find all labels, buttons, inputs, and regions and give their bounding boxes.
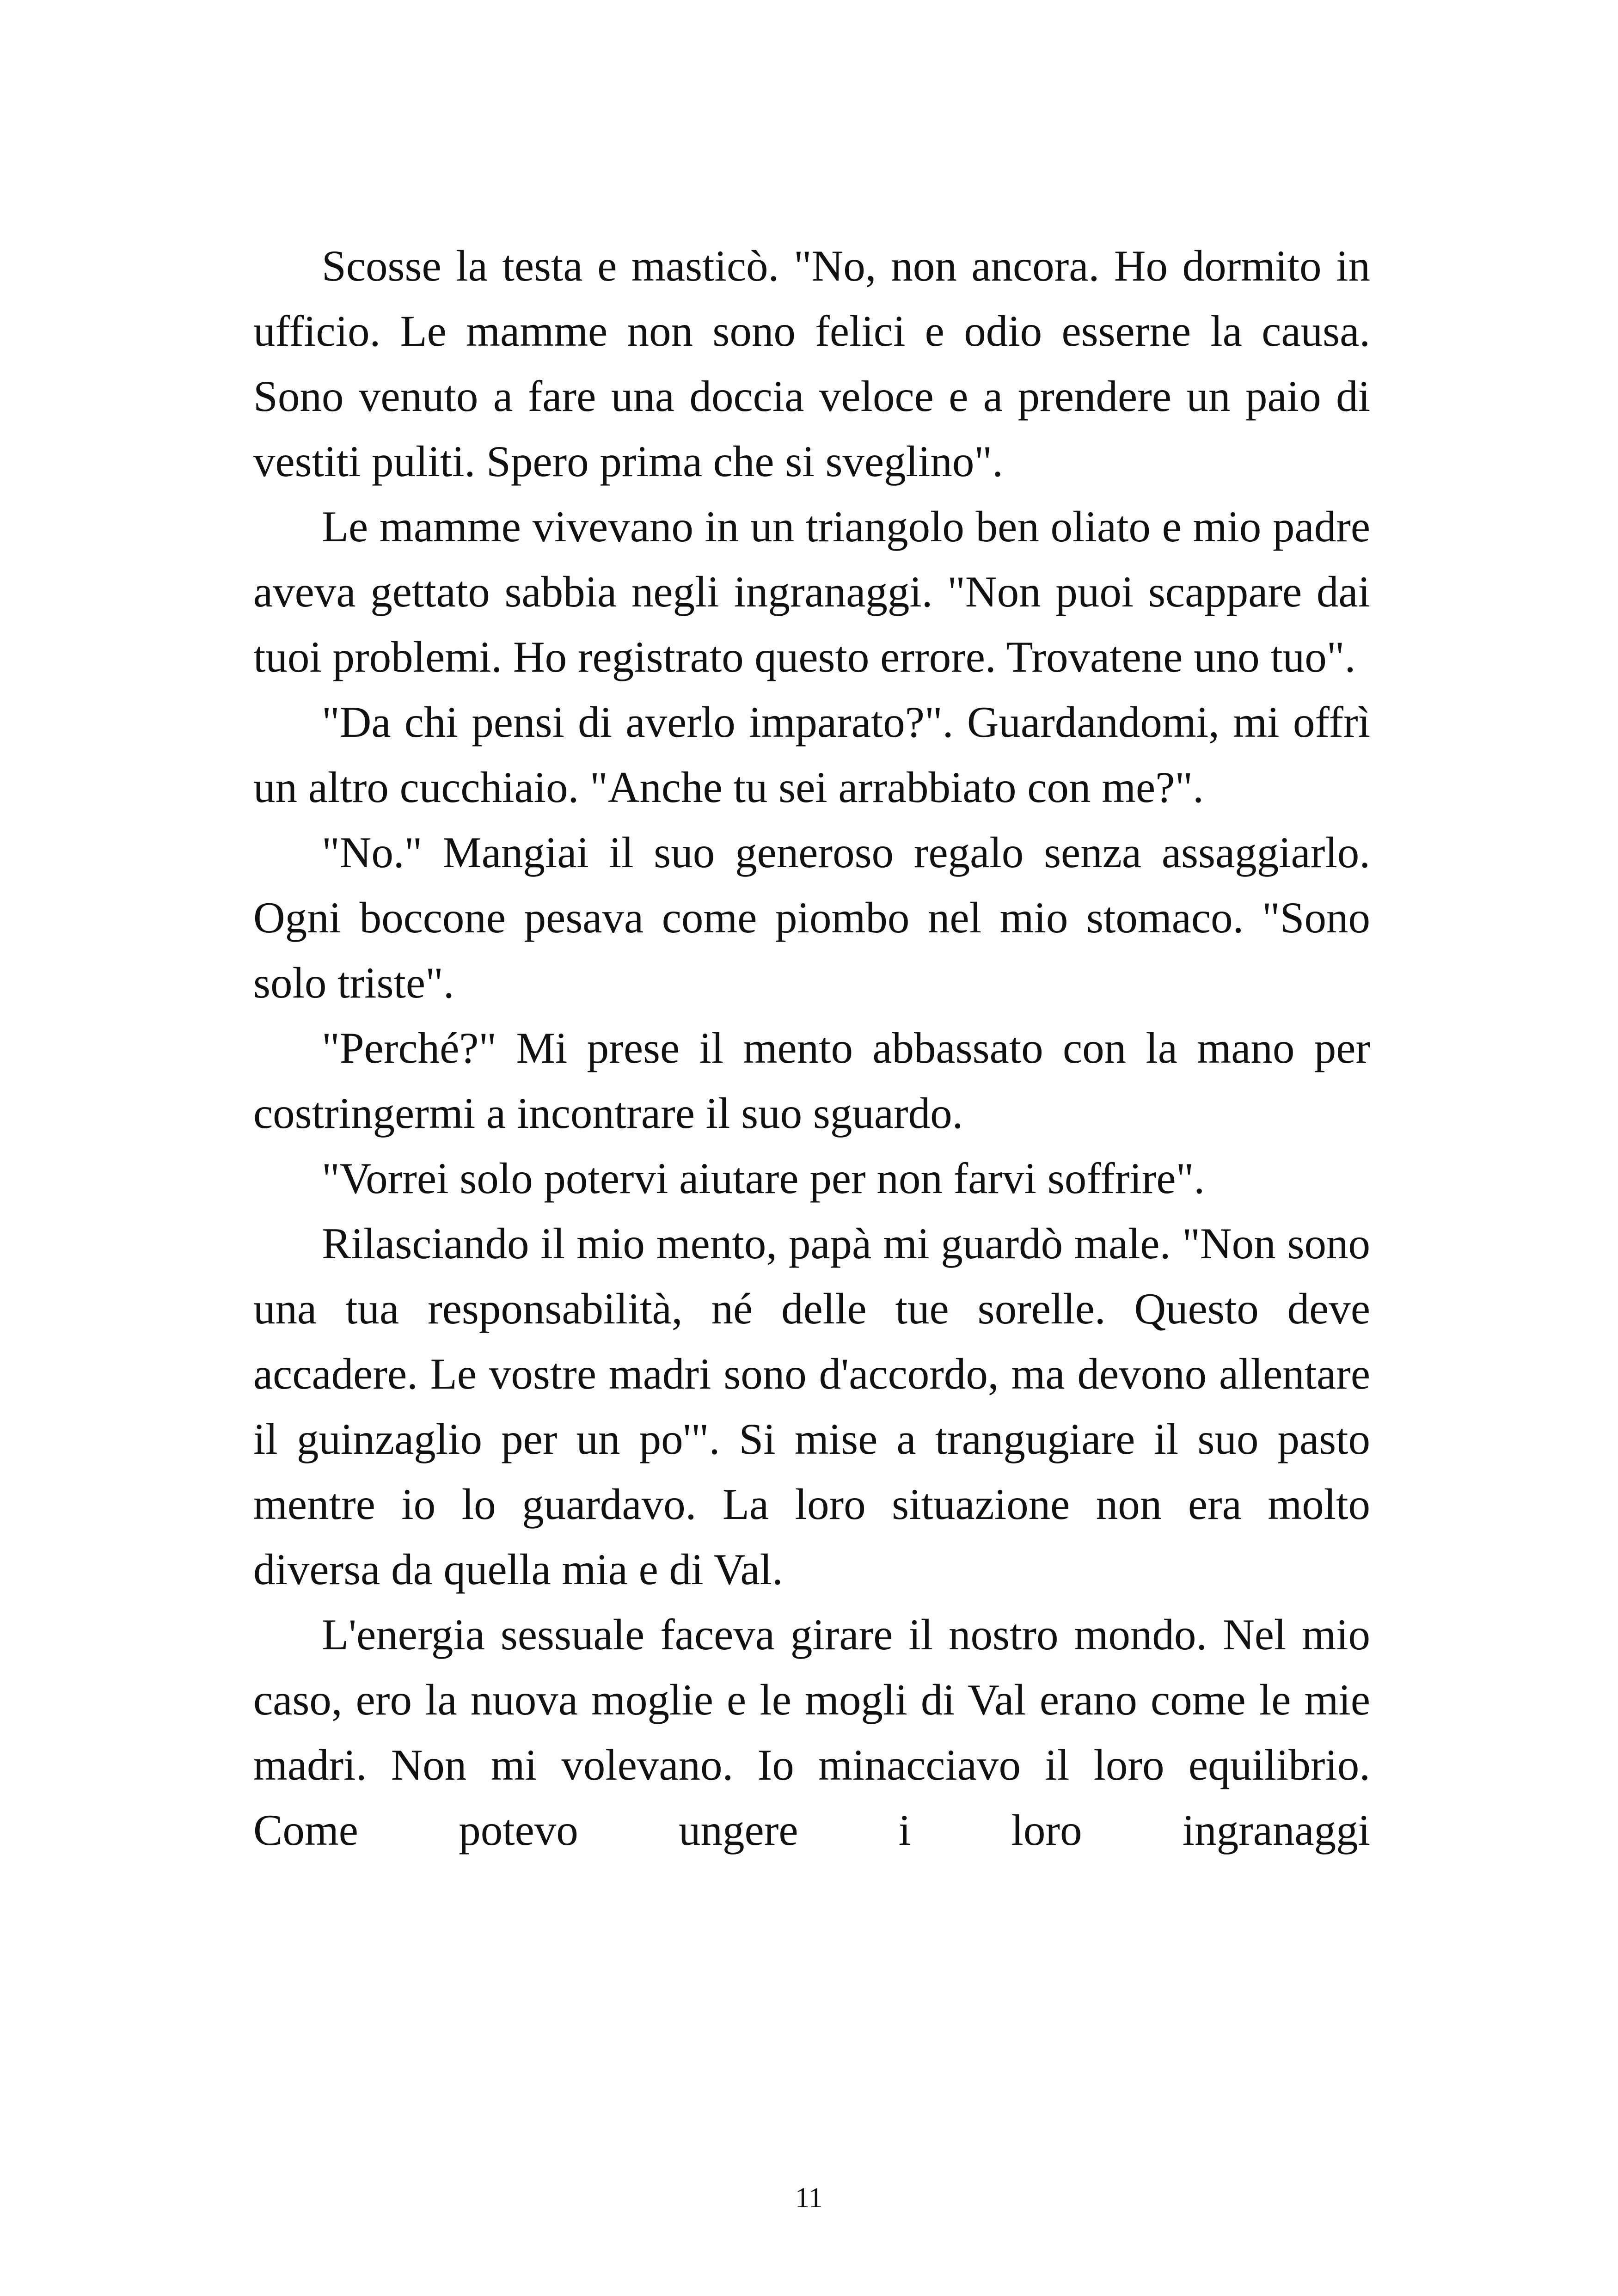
paragraph: "Perché?" Mi prese il mento abbassato con la mano per costringermi a incontrare il suo sguardo. (253, 1023, 1370, 1138)
paragraph: Le mamme vivevano in un triangolo ben oliato e mio padre aveva gettato sabbia negli ingranaggi. "Non puoi scappare dai tuoi problemi. Ho registrato questo errore. Trovatene uno tuo". (253, 502, 1370, 681)
page-number: 11 (795, 2182, 823, 2214)
paragraph: L'energia sessuale faceva girare il nostro mondo. Nel mio caso, ero la nuova moglie e le mogli di Val erano come le mie madri. Non mi volevano. Io minacciavo il loro equilibrio. Come potevo ungere i loro ingranaggi (253, 1610, 1370, 1855)
paragraph: Rilasciando il mio mento, papà mi guardò male. "Non sono una tua responsabilità, né delle tue sorelle. Questo deve accadere. Le vostre madri sono d'accordo, ma devono allentare il guinzaglio per un po'". Si mise a trangugiare il suo pasto mentre io lo guardavo. La loro situazione non era molto diversa da quella mia e di Val. (253, 1219, 1370, 1594)
body-text (253, 233, 1370, 1863)
paragraph: Scosse la testa e masticò. "No, non ancora. Ho dormito in ufficio. Le mamme non sono felici e odio esserne la causa. Sono venuto a fare una doccia veloce e a prendere un paio di vestiti puliti. Spero prima che si sveglino". (253, 241, 1370, 486)
paragraph: "Da chi pensi di averlo imparato?". Guardandomi, mi offrì un altro cucchiaio. "Anche tu sei arrabbiato con me?". (253, 698, 1370, 812)
paragraph: "Vorrei solo potervi aiutare per non farvi soffrire". (322, 1154, 1205, 1203)
paragraph: "No." Mangiai il suo generoso regalo senza assaggiarlo. Ogni boccone pesava come piombo nel mio stomaco. "Sono solo triste". (253, 828, 1370, 1007)
